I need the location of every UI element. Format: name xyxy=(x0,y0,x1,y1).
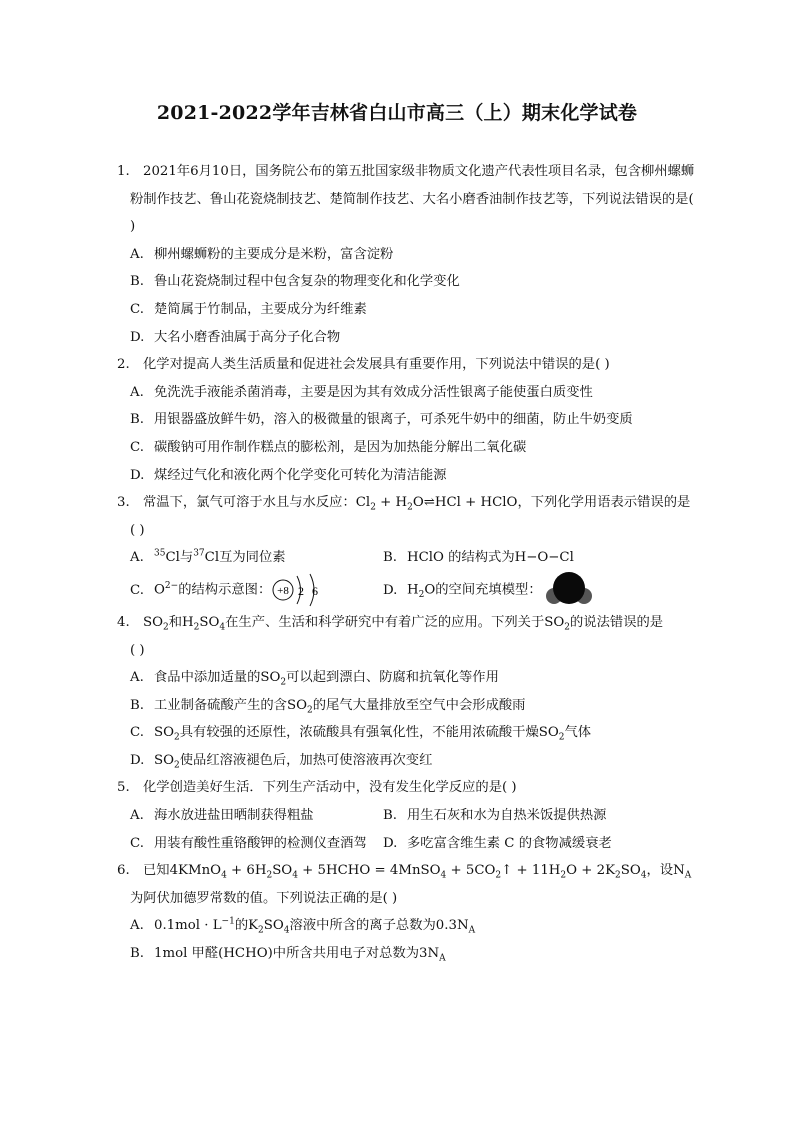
q1-option-b: B. 鲁山花瓷烧制过程中包含复杂的物理变化和化学变化 xyxy=(130,274,460,290)
q1-option-a: A. 柳州螺蛳粉的主要成分是米粉，富含淀粉 xyxy=(130,246,394,262)
q1-option-d: D. 大名小磨香油属于高分子化合物 xyxy=(130,329,341,345)
question-6: 6. 已知4KMnO$_4$ + $6H_2SO_4$ + 5HCHO = 4MnSO$_4$ + $5CO_2↑ + 11H_2O + 2K_2SO_4$，设$N_A$为阿伏加德罗常数的值。下列说法正确的是( ) xyxy=(117,863,692,906)
q4-option-d: D. $SO_2$使品红溶液褪色后，加热可使溶液再次变红 xyxy=(130,752,433,771)
question-1 xyxy=(117,158,697,241)
q6-option-b: B. 1mol 甲醛(HCHO)中所含共用电子对总数为$3N_A$ xyxy=(130,946,446,964)
q3-option-a: A. $^{35}$Cl与$^{37}$Cl互为同位素 xyxy=(130,548,286,566)
q5-option-b: B. 用生石灰和水为自热米饭提供热源 xyxy=(383,808,607,824)
oxide-ion-structure-diagram xyxy=(271,572,327,608)
question-text: 2021年6月10日，国务院公布的第五批国家级非物质文化遗产代表性项目名录，包含柳州螺蛳粉制作技艺、鲁山花瓷烧制技艺、楚简制作技艺、大名小磨香油制作技艺等，下列说法错误的是( ) xyxy=(130,164,695,235)
question-3: 3. 常温下，氯气可溶于水且与水反应：$Cl_2$ + $H_2O\rightleftharpoons HCl$ + HClO，下列化学用语表示错误的是 ( ) xyxy=(117,495,691,538)
nucleus-charge: +8 xyxy=(277,585,290,598)
q4-option-c: C. $SO_2$具有较强的还原性，浓硫酸具有强氧化性，不能用浓硫酸干燥$SO_2$气体 xyxy=(130,725,592,743)
q6-option-a: A. $0.1mol \cdot L^{-1}$的$K_2SO_4$溶液中所含的离子总数为$0.3N_A$ xyxy=(130,917,476,937)
question-number: 1. xyxy=(117,164,130,179)
q5-option-c: C. 用装有酸性重铬酸钾的检测仪查酒驾 xyxy=(130,835,367,851)
question-4: 4. $SO_2$和$H_2SO_4$在生产、生活和科学研究中有着广泛的应用。下列关于$SO_2$的说法错误的是 ( ) xyxy=(117,614,664,658)
q5-options-cd xyxy=(117,830,697,858)
question-text: 化学对提高人类生活质量和促进社会发展具有重要作用，下列说法中错误的是( ) xyxy=(143,357,610,373)
q4-option-b: B. 工业制备硫酸产生的含$SO_2$的尾气大量排放至空气中会形成酸雨 xyxy=(130,697,526,716)
water-space-filling-model xyxy=(542,571,596,609)
q3-options-ab xyxy=(117,544,697,572)
question-5: 5. 化学创造美好生活．下列生产活动中，没有发生化学反应的是( ) xyxy=(117,780,517,796)
q2-option-d: D. 煤经过气化和液化两个化学变化可转化为清洁能源 xyxy=(130,467,447,483)
q5-option-a: A. 海水放进盐田晒制获得粗盐 xyxy=(130,808,314,824)
q5-options-ab xyxy=(117,802,697,830)
q2-option-b: B. 用银器盛放鲜牛奶，溶入的极微量的银离子，可杀死牛奶中的细菌，防止牛奶变质 xyxy=(130,412,633,428)
q5-option-d: D. 多吃富含维生素 C 的食物减缓衰老 xyxy=(383,835,612,851)
q2-option-a: A. 免洗洗手液能杀菌消毒，主要是因为其有效成分活性银离子能使蛋白质变性 xyxy=(130,384,593,400)
q4-option-a: A. 食品中添加适量的$SO_2$可以起到漂白、防腐和抗氧化等作用 xyxy=(130,670,499,688)
shell-1-electrons: 2 xyxy=(298,584,305,599)
q3-option-d: D. $H_2O$的空间充填模型： xyxy=(383,571,636,609)
exam-content xyxy=(117,158,697,968)
q2-option-c: C. 碳酸钠可用作制作糕点的膨松剂，是因为加热能分解出二氧化碳 xyxy=(130,439,527,455)
q3-option-b: B. HClO 的结构式为H−O−Cl xyxy=(383,550,574,566)
shell-2-electrons: 6 xyxy=(312,584,319,599)
page-title: 2021-2022学年吉林省白山市高三（上）期末化学试卷 xyxy=(156,102,638,124)
q1-option-c: C. 楚简属于竹制品，主要成分为纤维素 xyxy=(130,301,367,317)
q3-option-c: C. $O^{2-}$的结构示意图： +8 2 6 xyxy=(130,572,383,608)
question-2: 2. 化学对提高人类生活质量和促进社会发展具有重要作用，下列说法中错误的是( ) xyxy=(117,357,610,373)
q3-options-cd xyxy=(117,572,697,609)
